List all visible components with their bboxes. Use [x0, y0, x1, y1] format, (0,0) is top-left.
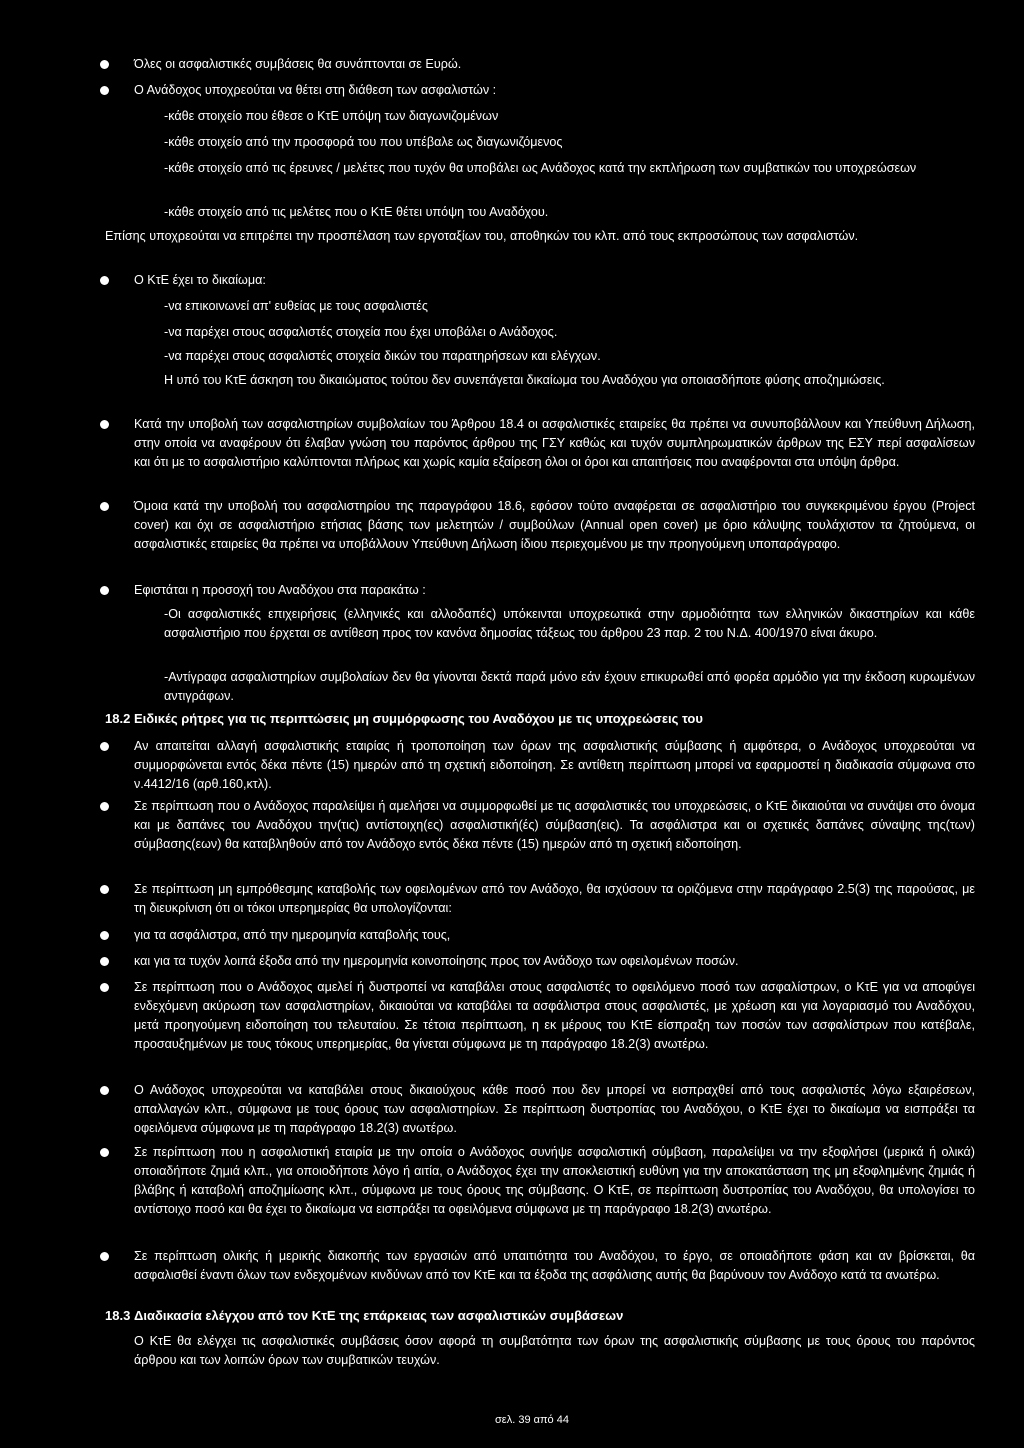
sub-item: -Αντίγραφα ασφαλιστηρίων συμβολαίων δεν θα γίνονται δεκτά παρά μόνο εάν έχουν επικυρωθεί από φορέα αρμόδιο για την έκδοση κυρωμένων αντιγράφων. [164, 670, 975, 703]
bullet-dot-icon [100, 931, 109, 940]
bullet-text: Σε περίπτωση ολικής ή μερικής διακοπής των εργασιών από υπαιτιότητα του Αναδόχου, το έργο, σε οποιαδήποτε φάση και αν βρίσκεται, θα ασφαλισθεί έναντι όλων των ενδεχομένων κινδύνων από τον ΚτΕ και τα έξοδα της ασφάλισης αυτής θα βαρύνουν τον Ανάδοχο κατά τα ανωτέρω. [134, 1249, 975, 1282]
bullet-dot-icon [100, 420, 109, 429]
bullet-text: για τα ασφάλιστρα, από την ημερομηνία καταβολής τους, [134, 928, 451, 942]
bullet-dot-icon [100, 1252, 109, 1261]
section-title: Διαδικασία ελέγχου από τον ΚτΕ της επάρκειας των ασφαλιστικών συμβάσεων [134, 1308, 624, 1323]
bullet-dot-icon [100, 502, 109, 511]
bullet-dot-icon [100, 742, 109, 751]
paragraph: Ο ΚτΕ θα ελέγχει τις ασφαλιστικές συμβάσεις όσον αφορά τη συμβατότητα των όρων της ασφαλιστικής σύμβασης με τους όρους του παρόντος άρθρου και των λοιπών όρων των συμβατικών τευχών. [134, 1334, 975, 1367]
bullet-text: Όλες οι ασφαλιστικές συμβάσεις θα συνάπτονται σε Ευρώ. [134, 57, 462, 71]
sub-item: Η υπό του ΚτΕ άσκηση του δικαιώματος τούτου δεν συνεπάγεται δικαίωμα του Αναδόχου για οποιασδήποτε φύσης αποζημιώσεις. [164, 373, 885, 387]
bullet-text: Εφιστάται η προσοχή του Αναδόχου στα παρακάτω : [134, 583, 426, 597]
bullet-text: Κατά την υποβολή των ασφαλιστηρίων συμβολαίων του Άρθρου 18.4 οι ασφαλιστικές εταιρείες θα πρέπει να συνυποβάλλουν και Υπεύθυνη Δήλωση, στην οποία να αναφέρουν ότι έλαβαν γνώση του παρόντος άρθρου της ΓΣΥ καθώς και τυχόν συμπληρωματικών άρθρων της ΕΣΥ περί ασφαλίσεων και ότι με το ασφαλιστήριο καλύπτονται πλήρως και χωρίς καμία εξαίρεση όλοι οι όροι και απαιτήσεις που αναφέρονται στα υπόψη άρθρα. [134, 417, 975, 469]
bullet-text: Σε περίπτωση που ο Ανάδοχος αμελεί ή δυστροπεί να καταβάλει στους ασφαλιστές το οφειλόμενο ποσό των ασφαλίστρων, ο ΚτΕ για να αποφύγει ενδεχόμενη ακύρωση των ασφαλιστηρίων, δικαιούται να καταβάλει τα ασφάλιστρα στους ασφαλιστές, με χρέωση και για λογαριασμό του Αναδόχου, μετά προηγούμενη ειδοποίηση του τελευταίου. Σε τέτοια περίπτωση, η εκ μέρους του ΚτΕ είσπραξη των ποσών των ασφαλίστρων που κατέβαλε, προσαυξημένων με τους τόκους υπερημερίας, θα γίνεται σύμφωνα με τη παράγραφο 18.2(3) ανωτέρω. [134, 980, 975, 1051]
sub-item: -κάθε στοιχείο από τις μελέτες που ο ΚτΕ θέτει υπόψη του Αναδόχου. [164, 205, 549, 219]
section-number: 18.3 [105, 1308, 131, 1323]
sub-item: -κάθε στοιχείο από την προσφορά του που υπέβαλε ως διαγωνιζόμενος [164, 135, 563, 149]
bullet-text: Ο Ανάδοχος υποχρεούται να θέτει στη διάθεση των ασφαλιστών : [134, 83, 497, 97]
bullet-text: Σε περίπτωση που ο Ανάδοχος παραλείψει ή αμελήσει να συμμορφωθεί με τις ασφαλιστικές του υποχρεώσεις, ο ΚτΕ δικαιούται να συνάψει στο όνομα και με δαπάνες του Αναδόχου την(τις) αντίστοιχη(ες) ασφαλιστική(ές) σύμβαση(εις). Τα ασφάλιστρα και οι σχετικές δαπάνες σύναψης της(των) σύμβασης(εων) θα καταβληθούν από τον Ανάδοχο εντός δέκα πέντε (15) ημερών από τη σχετική ειδοποίηση. [134, 799, 975, 851]
paragraph: Επίσης υποχρεούται να επιτρέπει την προσπέλαση των εργοταξίων του, αποθηκών του κλπ. από τους εκπροσώπους των ασφαλιστών. [105, 229, 859, 243]
bullet-dot-icon [100, 586, 109, 595]
bullet-dot-icon [100, 60, 109, 69]
sub-item: -να παρέχει στους ασφαλιστές στοιχεία δικών του παρατηρήσεων και ελέγχων. [164, 349, 601, 363]
bullet-text: Ο ΚτΕ έχει το δικαίωμα: [134, 273, 266, 287]
bullet-dot-icon [100, 276, 109, 285]
bullet-text: Ο Ανάδοχος υποχρεούται να καταβάλει στους δικαιούχους κάθε ποσό που δεν μπορεί να εισπραχθεί από τους ασφαλιστές λόγω εξαιρέσεων, απαλλαγών κλπ., σύμφωνα με τους όρους των ασφαλιστηρίων. Σε περίπτωση δυστροπίας του Αναδόχου, ο ΚτΕ έχει το δικαίωμα να εισπράξει τα οφειλόμενα σύμφωνα με τη παράγραφο 18.2(3) ανωτέρω. [134, 1083, 975, 1135]
sub-item: -κάθε στοιχείο που έθεσε ο ΚτΕ υπόψη των διαγωνιζομένων [164, 109, 499, 123]
bullet-dot-icon [100, 802, 109, 811]
bullet-text: Σε περίπτωση που η ασφαλιστική εταιρία με την οποία ο Ανάδοχος συνήψε ασφαλιστική σύμβαση, παραλείψει να την εξοφλήσει (μερικά ή ολικά) οποιαδήποτε ζημιά κλπ., για οποιοδήποτε λόγο ή αιτία, ο Ανάδοχος έχει την αποκλειστική ευθύνη για την αποκατάσταση της μη εξοφλημένης ζημιάς ή βλάβης ή καταβολή αποζημίωσης κλπ., σύμφωνα με τους όρους της σύμβασης. Ο ΚτΕ, σε περίπτωση δυστροπίας του Αναδόχου, θα υπολογίσει το αντίστοιχο ποσό και θα έχει το δικαίωμα να εισπράξει τα οφειλόμενα σύμφωνα με τη παράγραφο 18.2(3) ανωτέρω. [134, 1145, 975, 1216]
sub-item: -να επικοινωνεί απ' ευθείας με τους ασφαλιστές [164, 299, 428, 313]
bullet-text: Όμοια κατά την υποβολή του ασφαλιστηρίου της παραγράφου 18.6, εφόσον τούτο αναφέρεται σε ασφαλιστήριο του συγκεκριμένου έργου (Project cover) και όχι σε ασφαλιστήριο ετήσιας βάσης των μελετητών / συμβούλων (Annual open cover) με όριο κάλυψης τουλάχιστον τα ζητούμενα, οι ασφαλιστικές εταιρείες θα πρέπει να υποβάλλουν Υπεύθυνη Δήλωση ίδιου περιεχομένου με την προηγούμενη υποπαράγραφο. [134, 499, 975, 551]
sub-item: -Οι ασφαλιστικές επιχειρήσεις (ελληνικές και αλλοδαπές) υπόκεινται υποχρεωτικά στην αρμοδιότητα των ελληνικών δικαστηρίων και κάθε ασφαλιστήριο που έρχεται σε αντίθεση προς τον κανόνα δημοσίας τάξεως του άρθρου 23 παρ. 2 του Ν.Δ. 400/1970 είναι άκυρο. [164, 607, 975, 640]
bullet-dot-icon [100, 1086, 109, 1095]
section-title: Ειδικές ρήτρες για τις περιπτώσεις μη συμμόρφωσης του Αναδόχου με τις υποχρεώσεις του [134, 711, 703, 726]
bullet-dot-icon [100, 983, 109, 992]
bullet-dot-icon [100, 885, 109, 894]
bullet-dot-icon [100, 957, 109, 966]
bullet-text: Σε περίπτωση μη εμπρόθεσμης καταβολής των οφειλομένων από τον Ανάδοχο, θα ισχύσουν τα οριζόμενα στην παράγραφο 2.5(3) της παρούσας, με τη διευκρίνιση ότι οι τόκοι υπερημερίας θα υπολογίζονται: [134, 882, 975, 915]
bullet-text: Αν απαιτείται αλλαγή ασφαλιστικής εταιρίας ή τροποποίηση των όρων της ασφαλιστικής σύμβασης ή αμφότερα, ο Ανάδοχος υποχρεούται να συμμορφώνεται εντός δέκα πέντε (15) ημερών από τη σχετική ειδοποίηση. Σε αντίθετη περίπτωση μπορεί να εφαρμοστεί η διαδικασία σύμφωνα στο ν.4412/16 (αρθ.160,κτλ). [134, 739, 975, 791]
bullet-dot-icon [100, 86, 109, 95]
sub-item: -να παρέχει στους ασφαλιστές στοιχεία που έχει υποβάλει ο Ανάδοχος. [164, 325, 558, 339]
section-number: 18.2 [105, 711, 131, 726]
page-footer: σελ. 39 από 44 [495, 1414, 569, 1426]
sub-item: -κάθε στοιχείο από τις έρευνες / μελέτες που τυχόν θα υποβάλει ως Ανάδοχος κατά την εκπλήρωση των συμβατικών του υποχρεώσεων [164, 161, 917, 175]
bullet-dot-icon [100, 1148, 109, 1157]
bullet-text: και για τα τυχόν λοιπά έξοδα από την ημερομηνία κοινοποίησης προς τον Ανάδοχο των οφειλομένων ποσών. [134, 954, 739, 968]
